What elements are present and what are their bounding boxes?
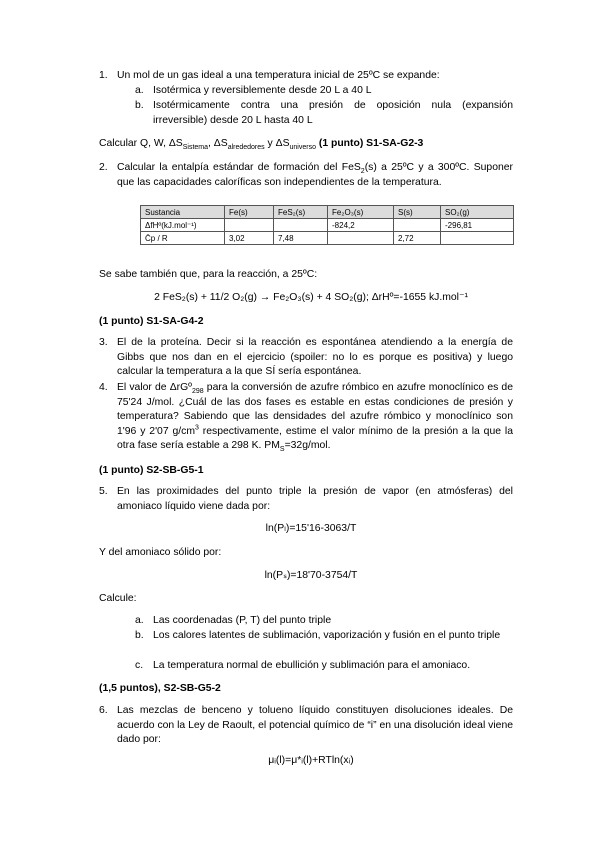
q4-number: 4.	[99, 382, 108, 393]
points-3: (1 punto) S2-SB-G5-1	[99, 465, 204, 476]
q5-equation-solid: ln(Pₛ)=18'70-3754/T	[264, 570, 358, 581]
q5-b-letter: b.	[135, 630, 144, 641]
calc1-sub-universo: universo	[289, 144, 316, 152]
calc1-and: y ΔS	[264, 138, 290, 149]
q4-sup-3: 3	[195, 424, 199, 432]
table-header-cell: S(s)	[394, 206, 441, 219]
table-cell: 3,02	[225, 232, 274, 245]
q3-number: 3.	[99, 337, 108, 348]
q5-b-text: Los calores latentes de sublimación, vaporización y fusión en el punto triple	[153, 630, 501, 641]
q2-sub2: 2	[360, 168, 365, 176]
q4-text-3: respectivamente, estime el valor mínimo de la presión a la que la otra fase sería estable a 298 K. PM	[117, 425, 513, 452]
q5-solid-intro: Y del amoniaco sólido por:	[99, 547, 222, 558]
table-header-cell: SO₂(g)	[441, 206, 514, 219]
table-cell: ΔfHº(kJ.mol⁻¹)	[141, 219, 225, 232]
calc1-sub-sistema: Sistema	[182, 144, 209, 152]
table-cell	[274, 219, 328, 232]
table-cell: -296,81	[441, 219, 514, 232]
table-cell: 7,48	[274, 232, 328, 245]
q4-text	[117, 381, 513, 454]
calc1-prefix: Calcular Q, W, ΔS	[99, 138, 183, 149]
calc1-sub-alrededores: alrededores	[227, 144, 265, 152]
q2-text-a: Calcular la entalpía estándar de formación del FeS	[117, 162, 361, 173]
q5-calcule: Calcule:	[99, 593, 137, 604]
q2-text-b: (s) a 25ºC y a 300ºC. Suponer que las capacidades caloríficas son independientes de la temperatura.	[117, 162, 514, 188]
q5-c-letter: c.	[135, 660, 144, 671]
q5-equation-liquid: ln(Pₗ)=15'16-3063/T	[265, 523, 357, 534]
table-header-cell: Sustancia	[141, 206, 225, 219]
q1-number: 1.	[99, 70, 108, 81]
table-cell	[394, 219, 441, 232]
q1-text: Un mol de un gas ideal a una temperatura inicial de 25ºC se expande:	[117, 70, 440, 81]
q1-a-letter: a.	[135, 85, 144, 96]
q5-text: En las proximidades del punto triple la presión de vapor (en atmósferas) del amoniaco líquido viene dada por:	[117, 486, 513, 512]
q2-text	[117, 161, 513, 190]
q5-a-letter: a.	[135, 615, 144, 626]
calc1-mid: , ΔS	[208, 138, 228, 149]
table-header-cell: Fe₂O₃(s)	[328, 206, 394, 219]
data-table	[140, 205, 514, 245]
q4-text-1: El valor de ΔrGº	[117, 382, 192, 393]
q6-text: Las mezclas de benceno y tolueno líquido constituyen disoluciones ideales. De acuerdo con la Ley de Raoult, el potencial químico de “i” en una disolución ideal viene dado por:	[117, 705, 513, 746]
q6-number: 6.	[99, 705, 108, 716]
q1-b-letter: b.	[135, 100, 144, 111]
q2-number: 2.	[99, 162, 108, 173]
calc1-line	[99, 137, 519, 152]
q4-text-4: =32g/mol.	[284, 440, 331, 452]
table-cell: 2,72	[394, 232, 441, 245]
table-cell	[441, 232, 514, 245]
points-4: (1,5 puntos), S2-SB-G5-2	[99, 683, 221, 694]
table-row	[141, 219, 514, 232]
calc1-points: (1 punto) S1-SA-G2-3	[315, 138, 424, 149]
q3-text: El de la proteína. Decir si la reacción es espontánea atendiendo a la energía de Gibbs que nos dan en el ejercicio (spoiler: no lo es porque es positiva) y luego calcular la temperatura a la que SÍ sería espontánea.	[117, 337, 513, 378]
table-cell: -824,2	[328, 219, 394, 232]
table-cell	[225, 219, 274, 232]
reaction-intro: Se sabe también que, para la reacción, a 25ºC:	[99, 269, 318, 280]
table-row	[141, 232, 514, 245]
table-header-row	[141, 206, 514, 219]
points-2: (1 punto) S1-SA-G4-2	[99, 316, 204, 327]
q1-a-text: Isotérmica y reversiblemente desde 20 L a 40 L	[153, 85, 372, 96]
table-header-cell: Fe(s)	[225, 206, 274, 219]
q6-equation: μᵢ(l)=μ*ᵢ(l)+RTln(xᵢ)	[268, 755, 354, 766]
q1-b-text: Isotérmicamente contra una presión de oposición nula (expansión irreversible) desde 20 L hasta 40 L	[153, 100, 513, 126]
table-header-cell: FeS₂(s)	[274, 206, 328, 219]
q4-text-2: para la conversión de azufre rómbico en azufre monoclínico es de 75'24 J/mol. ¿Cuál de las dos fases es estable en estas condiciones de presión y temperatura? Sabiendo que las densidades del azufre rómbico y monoclínico son 1'96 y 2'07 g/cm	[117, 382, 513, 437]
q5-a-text: Las coordenadas (P, T) del punto triple	[153, 615, 332, 626]
table-cell: C̄p / R	[141, 232, 225, 245]
q4-sub-s: S	[279, 446, 285, 454]
reaction-equation: 2 FeS₂(s) + 11/2 O₂(g) → Fe₂O₃(s) + 4 SO₂(g); ΔrHº=-1655 kJ.mol⁻¹	[154, 292, 468, 303]
table-cell	[328, 232, 394, 245]
q4-sub-298: 298	[191, 388, 204, 396]
q5-c-text: La temperatura normal de ebullición y sublimación para el amoniaco.	[153, 660, 471, 671]
q5-number: 5.	[99, 486, 108, 497]
